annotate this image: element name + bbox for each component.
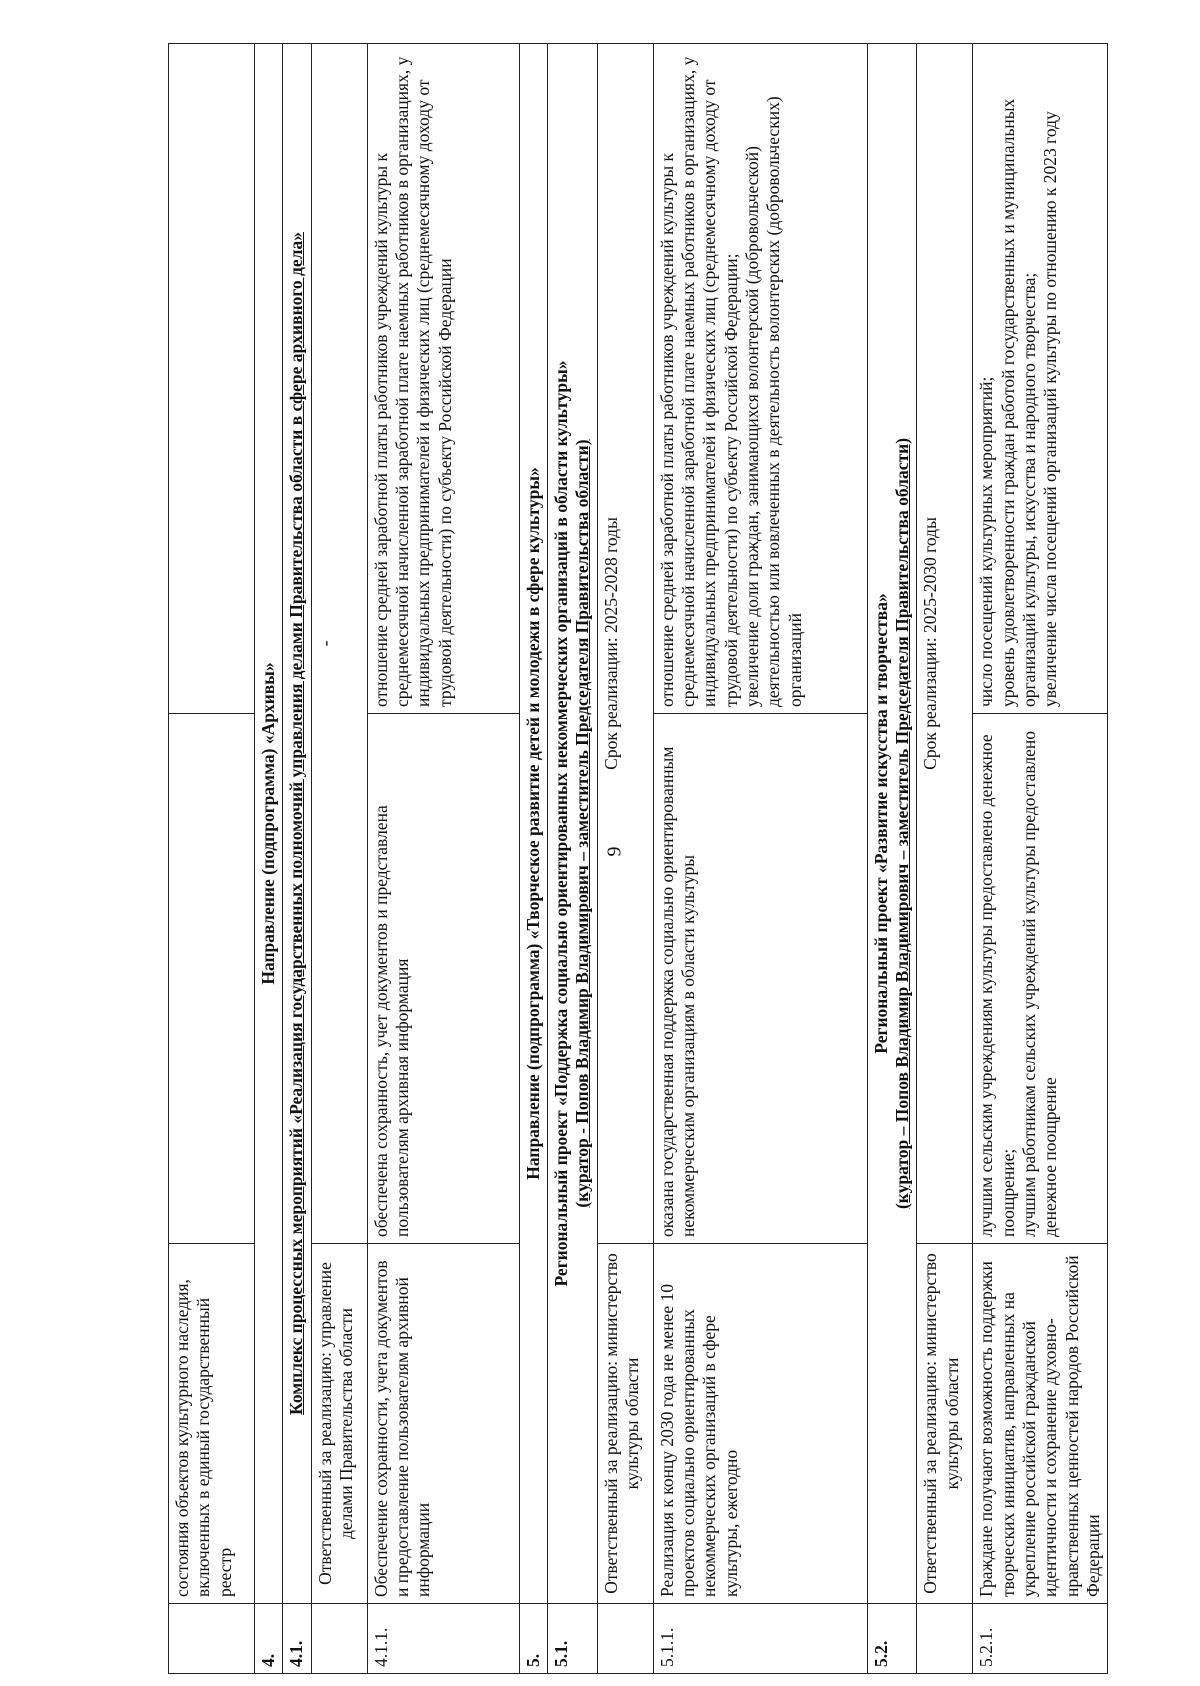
indicator-item: увеличение числа посещений организаций культуры по отношению к 2023 году — [1040, 111, 1061, 707]
term-cell: Срок реализации: 2025-2030 годы — [917, 44, 973, 1244]
task-cell: состояния объектов культурного наследия, включенных в единый государственный реестр — [169, 1244, 255, 1604]
indicators-cell — [653, 44, 867, 714]
result-item: лучшим сельским учреждениям культуры предоставлено денежное поощрение; — [976, 734, 1018, 1237]
subsection-title: Комплекс процессных мероприятий «Реализация государственных полномочий управления делами Правительства области в сфере архивного дела» — [283, 44, 311, 1604]
row-number-cell: 5. — [519, 1604, 547, 1674]
responsible-cell: Ответственный за реализацию: управление делами Правительства области — [311, 1244, 367, 1604]
row-number-cell: 4. — [255, 1604, 283, 1674]
task-cell: Граждане получают возможность поддержки творческих инициатив, направленных на укрепление российской гражданской идентичности и сохранение духовно-нравственных ценностей народов Российской Федерации — [973, 1244, 1108, 1604]
result-cell: обеспечена сохранность, учет документов и представлена пользователям архивная информация — [367, 714, 519, 1244]
table-row-section-4 — [255, 44, 283, 1674]
project-title-cell — [867, 44, 917, 1604]
row-number-cell: 4.1.1. — [367, 1604, 519, 1674]
project-title: Региональный проект «Поддержка социально ориентированных некоммерческих организаций в области культуры» — [551, 360, 572, 1287]
section-title: Направление (подпрограмма) «Творческое развитие детей и молодежи в сфере культуры» — [519, 44, 547, 1604]
indicator-item: число посещений культурных мероприятий; — [976, 376, 997, 707]
row-number-cell: 4.1. — [283, 1604, 311, 1674]
task-cell: Обеспечение сохранности, учета документов и предоставление пользователям архивной информации — [367, 1244, 519, 1604]
program-table — [168, 43, 1108, 1674]
table-row-5-1-1 — [653, 44, 867, 1674]
rotated-table-frame — [168, 44, 1104, 1674]
table-row-4-1-responsible — [311, 44, 367, 1674]
table-row-4-1-1 — [367, 44, 519, 1674]
table-row-5-1 — [548, 44, 598, 1674]
table-row-5-2 — [867, 44, 917, 1674]
section-title: Направление (подпрограмма) «Архивы» — [255, 44, 283, 1604]
table-row-5-2-responsible — [917, 44, 973, 1674]
task-cell: Реализация к концу 2030 года не менее 10 проектов социально ориентированных некоммерческих организаций в сфере культуры, ежегодно — [653, 1244, 867, 1604]
responsible-cell: Ответственный за реализацию: министерство культуры области — [597, 1244, 653, 1604]
table-row-continuation — [169, 44, 255, 1674]
responsible-cell: Ответственный за реализацию: министерство культуры области — [917, 1244, 973, 1604]
indicator-item: увеличение доли граждан, занимающихся волонтерской (добровольческой) деятельностью или вовлеченных в деятельность волонтерских (добровольческих) организаций — [742, 96, 805, 707]
indicators-cell: отношение средней заработной платы работников учреждений культуры к среднемесячной начисленной заработной плате наемных работников в организациях, у индивидуальных предпринимателей и физических лиц (среднемесячному доходу от трудовой деятельности) по субъекту Российской Федерации — [367, 44, 519, 714]
result-cell: оказана государственная поддержка социально ориентированным некоммерческим организациям в области культуры — [653, 714, 867, 1244]
indicator-item: отношение средней заработной платы работников учреждений культуры к среднемесячной начисленной заработной плате наемных работников в организациях, у индивидуальных предпринимателей и физических лиц (среднемесячному доходу от трудовой деятельности) по субъекту Российской Федерации; — [656, 56, 741, 707]
table-row-5-2-1 — [973, 44, 1108, 1674]
indicators-cell — [973, 44, 1108, 714]
indicator-item: уровень удовлетворенности граждан работой государственных и муниципальных организаций культуры, искусства и народного творчества; — [997, 98, 1040, 707]
project-title: Региональный проект «Развитие искусства и творчества» — [870, 593, 891, 1054]
row-number-cell: 5.2.1. — [973, 1604, 1108, 1674]
table-row-section-5 — [519, 44, 547, 1674]
row-number-cell: 5.1.1. — [653, 1604, 867, 1674]
table-row-5-1-responsible — [597, 44, 653, 1674]
project-title-cell — [548, 44, 598, 1604]
page-number: 9 — [603, 846, 626, 857]
project-curator: (куратор - Попов Владимир Владимирович – заместитель Председателя Правительства области) — [572, 439, 593, 1208]
project-curator: (куратор – Попов Владимир Владимирович – заместитель Председателя Правительства области) — [892, 437, 913, 1210]
table-row-4-1 — [283, 44, 311, 1674]
row-number-cell: 5.2. — [867, 1604, 917, 1674]
row-number-cell — [169, 1604, 255, 1674]
dash-cell: - — [311, 44, 367, 1244]
row-number-cell: 5.1. — [548, 1604, 598, 1674]
result-item: лучшим работникам сельских учреждений культуры предоставлено денежное поощрение — [1019, 731, 1061, 1237]
result-cell — [973, 714, 1108, 1244]
term-cell: Срок реализации: 2025-2028 годы — [597, 44, 653, 1244]
